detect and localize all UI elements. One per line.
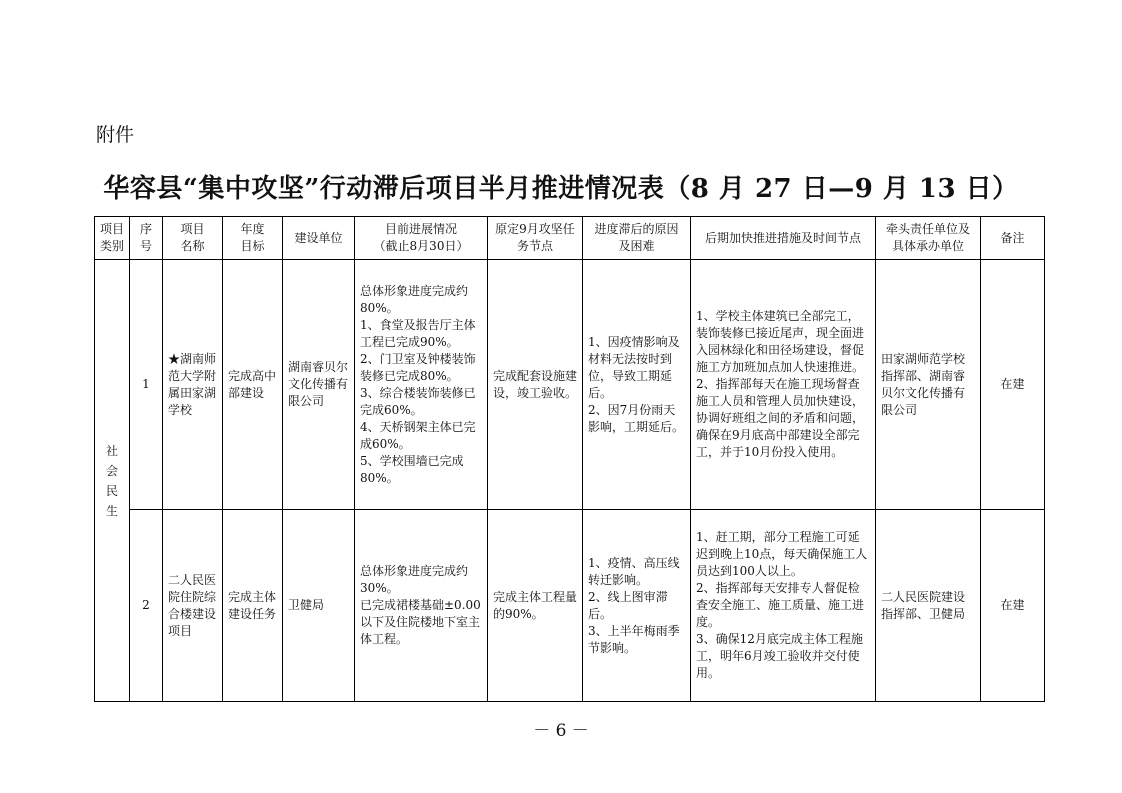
category-cell (95, 260, 130, 702)
header-annual-target: 年度 目标 (223, 217, 283, 260)
header-remark: 备注 (981, 217, 1045, 260)
acceleration-measures: 1、赶工期，部分工程施工可延迟到晚上10点，每天确保施工人员达到100人以上。 2、指挥部每天安排专人督促检查安全施工、施工质量、施工进度。 3、确保12月底完成主体工程施工，明年6月竣工验收并交付使用。 (691, 510, 876, 702)
header-project-name: 项目 名称 (163, 217, 223, 260)
current-progress: 总体形象进度完成约30%。 已完成裙楼基础±0.00以下及住院楼地下室主体工程。 (355, 510, 488, 702)
header-lead-unit: 牵头责任单位及 具体承办单位 (876, 217, 981, 260)
row-number: 2 (130, 510, 163, 702)
header-current-progress: 目前进展情况 （截止8月30日） (355, 217, 488, 260)
project-name: 二人民医院住院综合楼建设项目 (163, 510, 223, 702)
annual-target: 完成高中部建设 (223, 260, 283, 510)
lead-unit: 田家湖师范学校指挥部、湖南睿贝尔文化传播有限公司 (876, 260, 981, 510)
lead-unit: 二人民医院建设指挥部、卫健局 (876, 510, 981, 702)
header-category: 项目 类别 (95, 217, 130, 260)
header-number: 序 号 (130, 217, 163, 260)
header-construction-unit: 建设单位 (283, 217, 355, 260)
category-label: 社会民生 (106, 443, 119, 518)
project-name: ★湖南师范大学附属田家湖学校 (163, 260, 223, 510)
attachment-label: 附件 (96, 124, 135, 146)
task-node: 完成主体工程量的90%。 (488, 510, 583, 702)
task-node: 完成配套设施建设，竣工验收。 (488, 260, 583, 510)
page-number: － 6 － (533, 721, 589, 741)
header-delay-reasons: 进度滞后的原因 及困难 (583, 217, 691, 260)
row-number: 1 (130, 260, 163, 510)
progress-table (94, 216, 1045, 702)
document-title: 华容县“集中攻坚”行动滞后项目半月推进情况表（8 月 27 日—9 月 13 日） (103, 174, 1019, 204)
remark: 在建 (981, 510, 1045, 702)
header-measures: 后期加快推进措施及时间节点 (691, 217, 876, 260)
delay-reasons: 1、因疫情影响及材料无法按时到位，导致工期延后。 2、因7月份雨天影响，工期延后。 (583, 260, 691, 510)
remark: 在建 (981, 260, 1045, 510)
table-row (95, 260, 1045, 510)
table-header-row (95, 217, 1045, 260)
header-task-node: 原定9月攻坚任 务节点 (488, 217, 583, 260)
table-row (95, 510, 1045, 702)
delay-reasons: 1、疫情、高压线转迁影响。 2、线上图审滞后。 3、上半年梅雨季节影响。 (583, 510, 691, 702)
construction-unit: 卫健局 (283, 510, 355, 702)
annual-target: 完成主体建设任务 (223, 510, 283, 702)
acceleration-measures: 1、学校主体建筑已全部完工，装饰装修已接近尾声，现全面进入园林绿化和田径场建设，督促施工方加班加点加人快速推进。 2、指挥部每天在施工现场督查施工人员和管理人员加快建设，协调好班组之间的矛盾和问题，确保在9月底高中部建设全部完工，并于10月份投入使用。 (691, 260, 876, 510)
construction-unit: 湖南睿贝尔文化传播有限公司 (283, 260, 355, 510)
current-progress: 总体形象进度完成约80%。 1、食堂及报告厅主体工程已完成90%。 2、门卫室及钟楼装饰装修已完成80%。 3、综合楼装饰装修已完成60%。 4、天桥钢架主体已完成60%。 5、学校围墙已完成80%。 (355, 260, 488, 510)
